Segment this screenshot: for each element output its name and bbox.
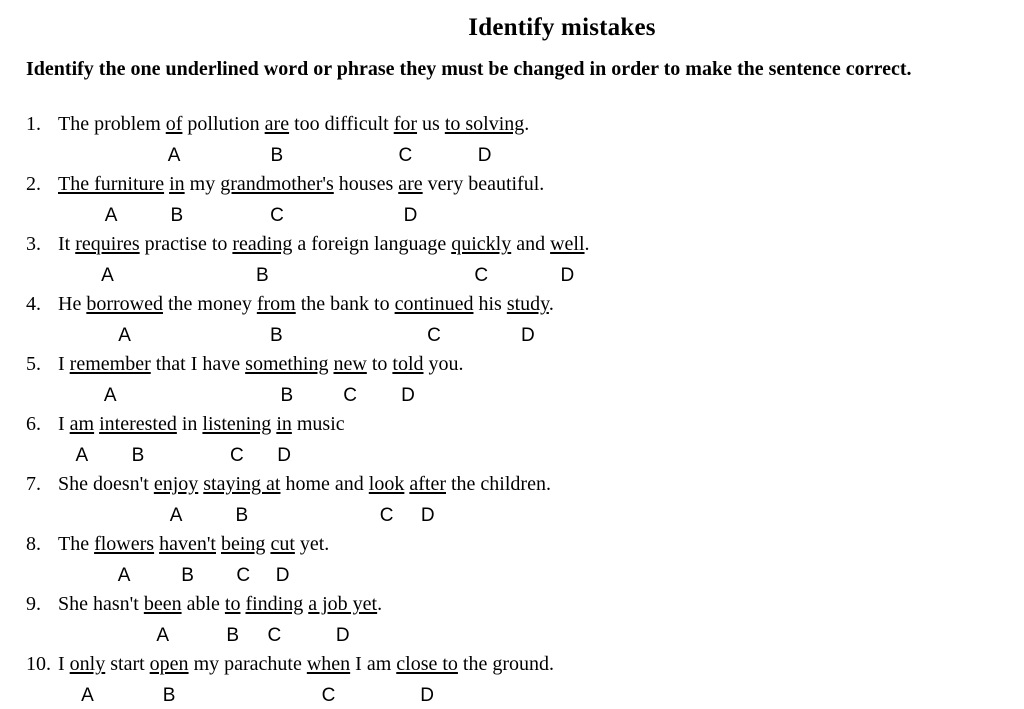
- underlined-option-a: remember: [69, 353, 151, 375]
- option-label-c: C: [427, 325, 441, 346]
- question-10: [26, 653, 554, 676]
- question-number: 4.: [26, 293, 41, 315]
- sentence-text: us: [417, 113, 445, 135]
- underlined-option-c: being: [221, 533, 266, 555]
- option-label-b: B: [270, 145, 284, 166]
- question-3: [26, 233, 590, 256]
- option-label-d: D: [420, 685, 434, 706]
- underlined-option-b: interested: [99, 413, 177, 435]
- underlined-option-c: look: [368, 473, 405, 495]
- underlined-option-c: listening: [202, 413, 272, 435]
- option-label-a: A: [117, 565, 131, 586]
- underlined-option-b: something: [245, 353, 329, 375]
- underlined-option-a: The furniture: [58, 173, 165, 195]
- option-label-d: D: [520, 325, 535, 346]
- question-8: [26, 533, 329, 556]
- question-4: [26, 293, 554, 316]
- option-label-a: A: [118, 325, 131, 346]
- option-label-d: D: [403, 205, 418, 226]
- underlined-option-d: told: [392, 353, 424, 375]
- option-label-d: D: [275, 565, 290, 586]
- sentence-text: I: [58, 353, 70, 375]
- option-label-b: B: [226, 625, 240, 646]
- option-label-b: B: [131, 445, 145, 466]
- sentence-text: pollution: [182, 113, 265, 135]
- sentence-text: too difficult: [289, 113, 394, 135]
- option-label-c: C: [379, 505, 394, 526]
- option-label-d: D: [420, 505, 435, 526]
- sentence-text: I: [58, 413, 70, 435]
- underlined-option-b: from: [256, 293, 296, 315]
- option-label-c: C: [474, 265, 489, 286]
- underlined-option-c: new: [333, 353, 367, 375]
- underlined-option-d: well: [550, 233, 585, 255]
- underlined-option-d: cut: [270, 533, 295, 555]
- sentence-text: my: [184, 173, 221, 195]
- option-label-c: C: [236, 565, 251, 586]
- option-label-c: C: [321, 685, 336, 706]
- sentence-text: very beautiful.: [422, 173, 545, 195]
- option-label-b: B: [162, 685, 176, 706]
- option-label-c: C: [398, 145, 413, 166]
- option-label-c: C: [230, 445, 244, 466]
- sentence-text: you.: [423, 353, 464, 375]
- underlined-option-c: when: [306, 653, 351, 675]
- option-label-a: A: [167, 145, 181, 166]
- option-label-b: B: [170, 205, 184, 226]
- sentence-text: She hasn't: [58, 593, 144, 615]
- underlined-option-a: requires: [75, 233, 140, 255]
- sentence-text: The problem: [58, 113, 166, 135]
- sentence-text: The: [58, 533, 95, 555]
- sentence-text: the money: [162, 293, 257, 315]
- option-label-b: B: [181, 565, 194, 586]
- sentence-text: to: [366, 353, 393, 375]
- underlined-option-c: continued: [394, 293, 474, 315]
- underlined-option-b: haven't: [159, 533, 216, 555]
- question-number: 8.: [26, 533, 41, 555]
- option-label-a: A: [101, 265, 114, 286]
- underlined-option-c: finding: [245, 593, 304, 615]
- question-number: 1.: [26, 113, 41, 135]
- sentence-text: yet.: [294, 533, 330, 555]
- sentence-text: It: [58, 233, 76, 255]
- underlined-option-b: reading: [232, 233, 293, 255]
- question-2: [26, 173, 544, 196]
- sentence-text: a foreign language: [292, 233, 452, 255]
- question-number: 5.: [26, 353, 41, 375]
- sentence-text: my parachute: [188, 653, 307, 675]
- underlined-option-a: am: [69, 413, 95, 435]
- option-label-b: B: [256, 265, 269, 286]
- question-number: 9.: [26, 593, 41, 615]
- sentence-text: I am: [350, 653, 397, 675]
- underlined-option-b: to: [224, 593, 241, 615]
- underlined-option-b: staying at: [203, 473, 281, 495]
- question-1: [26, 113, 529, 136]
- option-label-a: A: [169, 505, 183, 526]
- option-label-c: C: [270, 205, 284, 226]
- option-label-a: A: [103, 385, 117, 406]
- question-6: [26, 413, 345, 436]
- underlined-option-b: open: [149, 653, 189, 675]
- underlined-option-d: after: [409, 473, 446, 495]
- sentence-text: the bank to: [295, 293, 395, 315]
- sentence-text: his: [473, 293, 507, 315]
- underlined-option-a: of: [165, 113, 183, 135]
- question-number: 10.: [26, 653, 51, 675]
- sentence-text: .: [377, 593, 383, 615]
- sentence-text: .: [584, 233, 590, 255]
- option-label-c: C: [267, 625, 282, 646]
- option-label-b: B: [269, 325, 283, 346]
- question-number: 7.: [26, 473, 41, 495]
- option-label-a: A: [156, 625, 170, 646]
- sentence-text: .: [524, 113, 530, 135]
- question-number: 2.: [26, 173, 41, 195]
- underlined-option-d: close to: [396, 653, 458, 675]
- underlined-option-a: only: [69, 653, 106, 675]
- question-number: 3.: [26, 233, 41, 255]
- sentence-text: able: [181, 593, 225, 615]
- sentence-text: home and: [280, 473, 369, 495]
- option-label-a: A: [75, 445, 89, 466]
- option-label-d: D: [401, 385, 415, 406]
- sentence-text: the children.: [446, 473, 551, 495]
- question-number: 6.: [26, 413, 41, 435]
- underlined-option-c: grandmother's: [220, 173, 334, 195]
- question-5: [26, 353, 464, 376]
- sentence-text: houses: [333, 173, 399, 195]
- underlined-option-a: flowers: [94, 533, 155, 555]
- sentence-text: She doesn't: [58, 473, 154, 495]
- instruction-text: Identify the one underlined word or phrase they must be changed in order to make the sentence correct.: [26, 58, 912, 80]
- underlined-option-b: in: [169, 173, 185, 195]
- worksheet-title: Identify mistakes: [468, 14, 656, 41]
- option-label-c: C: [343, 385, 358, 406]
- underlined-option-c: quickly: [451, 233, 512, 255]
- question-7: [26, 473, 551, 496]
- underlined-option-b: are: [264, 113, 290, 135]
- underlined-option-a: enjoy: [153, 473, 199, 495]
- sentence-text: and: [511, 233, 551, 255]
- sentence-text: in: [176, 413, 203, 435]
- underlined-option-c: for: [393, 113, 418, 135]
- option-label-d: D: [560, 265, 575, 286]
- option-label-d: D: [277, 445, 291, 466]
- underlined-option-d: a job yet: [308, 593, 378, 615]
- question-9: [26, 593, 382, 616]
- option-label-d: D: [477, 145, 492, 166]
- sentence-text: .: [548, 293, 554, 315]
- sentence-text: music: [291, 413, 345, 435]
- underlined-option-d: to solving: [444, 113, 525, 135]
- sentence-text: start: [105, 653, 150, 675]
- sentence-text: I: [58, 653, 70, 675]
- underlined-option-d: in: [276, 413, 292, 435]
- sentence-text: that I have: [150, 353, 246, 375]
- underlined-option-a: been: [143, 593, 182, 615]
- option-label-b: B: [280, 385, 294, 406]
- option-label-d: D: [335, 625, 350, 646]
- sentence-text: He: [58, 293, 87, 315]
- sentence-text: the ground.: [457, 653, 555, 675]
- option-label-a: A: [104, 205, 118, 226]
- underlined-option-d: are: [398, 173, 423, 195]
- sentence-text: practise to: [139, 233, 233, 255]
- underlined-option-a: borrowed: [86, 293, 163, 315]
- underlined-option-d: study: [506, 293, 549, 315]
- option-label-b: B: [235, 505, 249, 526]
- option-label-a: A: [81, 685, 94, 706]
